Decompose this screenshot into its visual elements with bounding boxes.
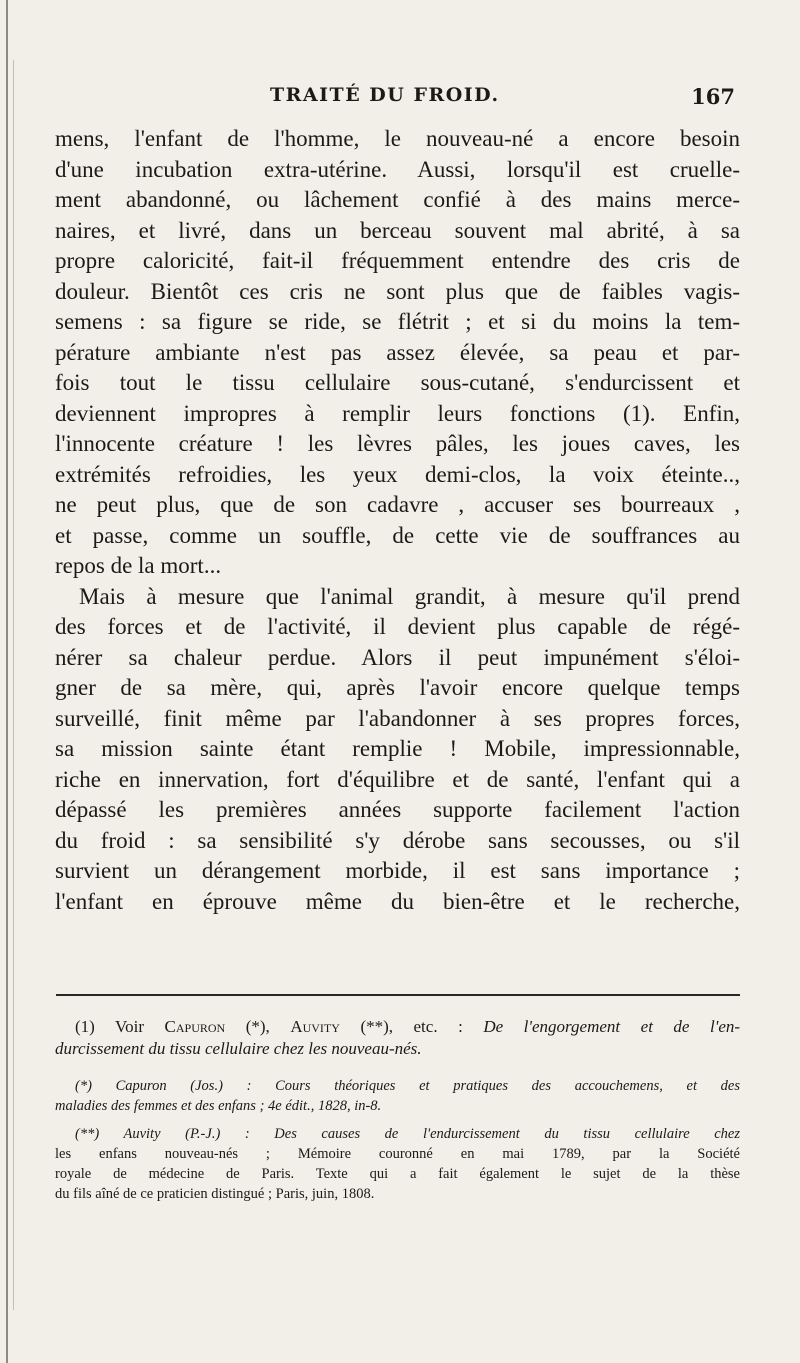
footnote-line: durcissement du tissu cellulaire chez les nouveau-nés.: [55, 1039, 422, 1058]
binding-edge: [6, 0, 8, 1363]
footnote-marker: (1) Voir: [75, 1017, 144, 1036]
body-line: douleur. Bientôt ces cris ne sont plus que de faibles vagis-: [55, 278, 740, 304]
body-line: nérer sa chaleur perdue. Alors il peut impunément s'éloi-: [55, 644, 740, 670]
body-line: des forces et de l'activité, il devient plus capable de régé-: [55, 614, 740, 639]
footnote-line: du fils aîné de ce praticien distingué ; Paris, juin, 1808.: [55, 1186, 375, 1202]
body-line: l'enfant en éprouve même du bien-être et le recherche,: [55, 888, 740, 914]
body-line: ment abandonné, ou lâchement confié à des mains merce-: [55, 187, 740, 212]
footnote-line: royale de médecine de Paris. Texte qui a fait également le sujet de la thèse: [55, 1166, 740, 1182]
footnotes: [55, 1016, 740, 1204]
body-line: fois tout le tissu cellulaire sous-cutané, s'endurcissent et: [55, 370, 740, 395]
footnote-line: (**) Auvity (P.-J.) : Des causes de l'endurcissement du tissu cellulaire chez: [75, 1126, 740, 1142]
body-line: deviennent impropres à remplir leurs fonctions (1). Enfin,: [55, 400, 740, 426]
footnote-title: De l'engorgement et de l'en-: [483, 1017, 741, 1036]
footnote-author: Auvity: [290, 1017, 340, 1036]
body-line: du froid : sa sensibilité s'y dérobe sans secousses, ou s'il: [55, 827, 740, 853]
body-line: ne peut plus, que de son cadavre , accuser ses bourreaux ,: [55, 492, 740, 517]
body-line: d'une incubation extra-utérine. Aussi, lorsqu'il est cruelle-: [55, 156, 740, 182]
body-line: sa mission sainte étant remplie ! Mobile, impressionnable,: [55, 736, 740, 761]
body-line: l'innocente créature ! les lèvres pâles, les joues caves, les: [55, 431, 740, 456]
page-header: [55, 84, 735, 116]
footnote-line: (*) Capuron (Jos.) : Cours théoriques et pratiques des accouchemens, et des: [75, 1078, 740, 1094]
body-line: et passe, comme un souffle, de cette vie de souffrances au: [55, 522, 740, 548]
body-line: survient un dérangement morbide, il est sans importance ;: [55, 858, 740, 883]
binding-shadow: [13, 60, 14, 1310]
body-line: extrémités refroidies, les yeux demi-clos, la voix éteinte..,: [55, 461, 740, 487]
body-line: riche en innervation, fort d'équilibre et de santé, l'enfant qui a: [55, 766, 740, 792]
body-line: pérature ambiante n'est pas assez élevée, sa peau et par-: [55, 339, 740, 365]
body-line: semens : sa figure se ride, se flétrit ; et si du moins la tem-: [55, 309, 740, 334]
body-line: Mais à mesure que l'animal grandit, à mesure qu'il prend: [79, 583, 740, 609]
body-line: naires, et livré, dans un berceau souvent mal abrité, à sa: [55, 217, 740, 243]
footnote-line: maladies des femmes et des enfans ; 4e édit., 1828, in-8.: [55, 1098, 382, 1114]
body-line: surveillé, finit même par l'abandonner à ses propres forces,: [55, 705, 740, 731]
page-number: 167: [691, 84, 735, 109]
body-line: gner de sa mère, qui, après l'avoir encore quelque temps: [55, 675, 740, 700]
footnote-line: [55, 1016, 740, 1038]
body-line: dépassé les premières années supporte facilement l'action: [55, 797, 740, 822]
footnote-line: les enfans nouveau-nés ; Mémoire couronné en mai 1789, par la Société: [55, 1146, 740, 1162]
footnote-rule: [56, 994, 740, 996]
body-line: repos de la mort...: [55, 553, 222, 578]
footnote-ref: (**), etc. :: [360, 1017, 463, 1036]
running-title: TRAITÉ DU FROID.: [270, 84, 500, 106]
footnote-author: Capuron: [164, 1017, 226, 1036]
body-line: mens, l'enfant de l'homme, le nouveau-né a encore besoin: [55, 126, 740, 151]
footnote-ref: (*),: [245, 1017, 270, 1036]
body-line: propre caloricité, fait-il fréquemment entendre des cris de: [55, 248, 740, 273]
footnote-1: [55, 1016, 740, 1060]
body-text: [55, 124, 740, 917]
footnote-capuron: [55, 1076, 740, 1204]
